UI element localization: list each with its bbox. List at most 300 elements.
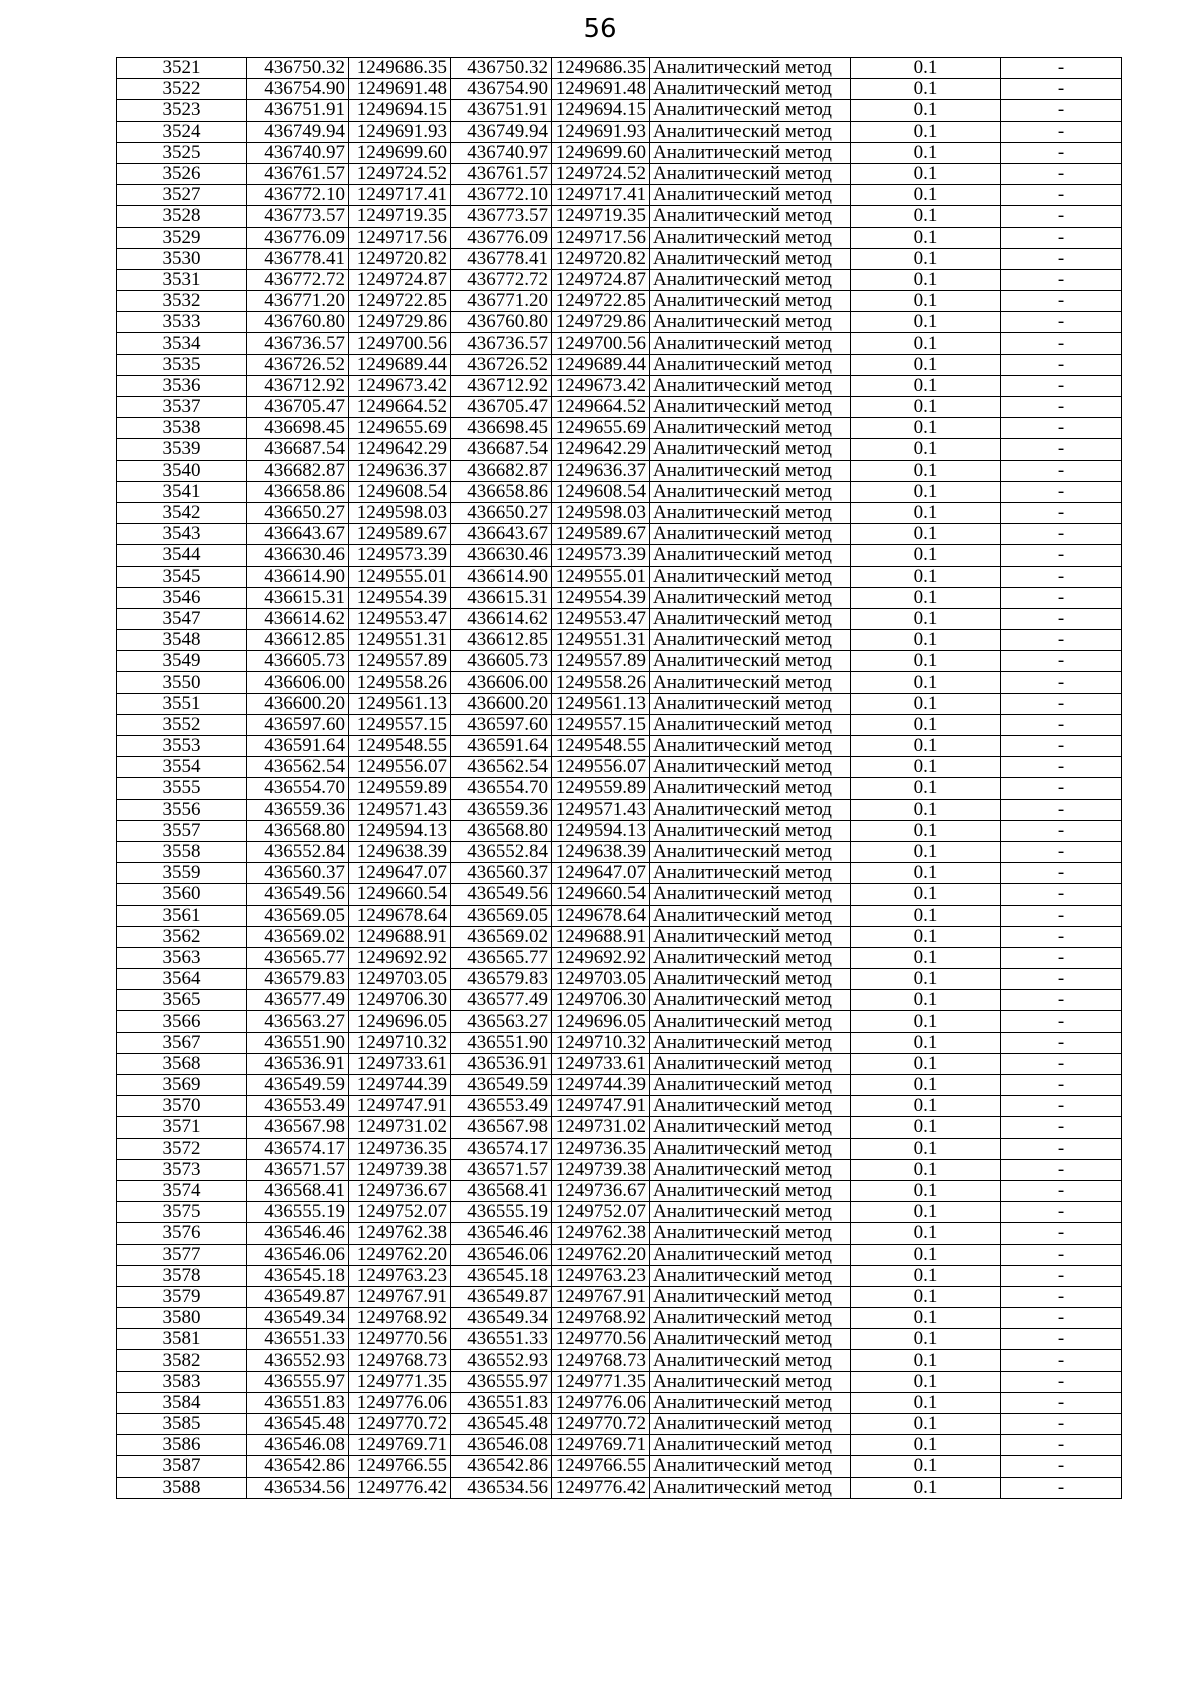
method-cell: Аналитический метод xyxy=(650,693,851,714)
method-cell: Аналитический метод xyxy=(650,1308,851,1329)
x-coordinate-cell: 436614.90 xyxy=(247,566,349,587)
accuracy-cell: 0.1 xyxy=(851,905,1001,926)
accuracy-cell: 0.1 xyxy=(851,545,1001,566)
accuracy-cell: 0.1 xyxy=(851,566,1001,587)
dash-cell: - xyxy=(1001,969,1122,990)
x-coordinate-cell: 436568.80 xyxy=(451,820,552,841)
table-row xyxy=(117,1456,1122,1477)
accuracy-cell: 0.1 xyxy=(851,1032,1001,1053)
method-cell: Аналитический метод xyxy=(650,1350,851,1371)
y-coordinate-cell: 1249554.39 xyxy=(552,587,650,608)
dash-cell: - xyxy=(1001,1244,1122,1265)
dash-cell: - xyxy=(1001,1053,1122,1074)
x-coordinate-cell: 436546.06 xyxy=(247,1244,349,1265)
y-coordinate-cell: 1249736.67 xyxy=(349,1180,451,1201)
dash-cell: - xyxy=(1001,820,1122,841)
y-coordinate-cell: 1249763.23 xyxy=(349,1265,451,1286)
x-coordinate-cell: 436606.00 xyxy=(451,672,552,693)
accuracy-cell: 0.1 xyxy=(851,1456,1001,1477)
y-coordinate-cell: 1249691.48 xyxy=(349,79,451,100)
dash-cell: - xyxy=(1001,1117,1122,1138)
dash-cell: - xyxy=(1001,142,1122,163)
dash-cell: - xyxy=(1001,312,1122,333)
y-coordinate-cell: 1249771.35 xyxy=(552,1371,650,1392)
x-coordinate-cell: 436712.92 xyxy=(247,375,349,396)
y-coordinate-cell: 1249724.52 xyxy=(349,163,451,184)
x-coordinate-cell: 436778.41 xyxy=(247,248,349,269)
x-coordinate-cell: 436536.91 xyxy=(247,1053,349,1074)
x-coordinate-cell: 436542.86 xyxy=(451,1456,552,1477)
y-coordinate-cell: 1249551.31 xyxy=(552,630,650,651)
method-cell: Аналитический метод xyxy=(650,1392,851,1413)
table-row xyxy=(117,439,1122,460)
method-cell: Аналитический метод xyxy=(650,736,851,757)
point-number-cell: 3561 xyxy=(117,905,247,926)
x-coordinate-cell: 436705.47 xyxy=(247,397,349,418)
x-coordinate-cell: 436773.57 xyxy=(247,206,349,227)
point-number-cell: 3534 xyxy=(117,333,247,354)
table-row xyxy=(117,269,1122,290)
dash-cell: - xyxy=(1001,947,1122,968)
table-row xyxy=(117,1414,1122,1435)
point-number-cell: 3547 xyxy=(117,608,247,629)
table-row xyxy=(117,1011,1122,1032)
x-coordinate-cell: 436552.84 xyxy=(451,841,552,862)
accuracy-cell: 0.1 xyxy=(851,714,1001,735)
y-coordinate-cell: 1249700.56 xyxy=(552,333,650,354)
table-row xyxy=(117,630,1122,651)
y-coordinate-cell: 1249548.55 xyxy=(552,736,650,757)
method-cell: Аналитический метод xyxy=(650,630,851,651)
y-coordinate-cell: 1249694.15 xyxy=(552,100,650,121)
dash-cell: - xyxy=(1001,1414,1122,1435)
dash-cell: - xyxy=(1001,1265,1122,1286)
x-coordinate-cell: 436555.19 xyxy=(247,1202,349,1223)
y-coordinate-cell: 1249553.47 xyxy=(552,608,650,629)
page-number: 56 xyxy=(583,14,617,44)
y-coordinate-cell: 1249699.60 xyxy=(552,142,650,163)
dash-cell: - xyxy=(1001,1180,1122,1201)
x-coordinate-cell: 436549.59 xyxy=(451,1075,552,1096)
point-number-cell: 3528 xyxy=(117,206,247,227)
y-coordinate-cell: 1249555.01 xyxy=(552,566,650,587)
accuracy-cell: 0.1 xyxy=(851,354,1001,375)
x-coordinate-cell: 436740.97 xyxy=(247,142,349,163)
accuracy-cell: 0.1 xyxy=(851,58,1001,79)
y-coordinate-cell: 1249686.35 xyxy=(552,58,650,79)
x-coordinate-cell: 436615.31 xyxy=(451,587,552,608)
accuracy-cell: 0.1 xyxy=(851,1286,1001,1307)
y-coordinate-cell: 1249703.05 xyxy=(349,969,451,990)
table-row xyxy=(117,1138,1122,1159)
dash-cell: - xyxy=(1001,58,1122,79)
table-row xyxy=(117,608,1122,629)
table-row xyxy=(117,1223,1122,1244)
method-cell: Аналитический метод xyxy=(650,1075,851,1096)
x-coordinate-cell: 436577.49 xyxy=(451,990,552,1011)
y-coordinate-cell: 1249770.72 xyxy=(552,1414,650,1435)
x-coordinate-cell: 436534.56 xyxy=(451,1477,552,1498)
y-coordinate-cell: 1249557.89 xyxy=(552,651,650,672)
accuracy-cell: 0.1 xyxy=(851,1075,1001,1096)
y-coordinate-cell: 1249598.03 xyxy=(552,502,650,523)
x-coordinate-cell: 436546.06 xyxy=(451,1244,552,1265)
table-row xyxy=(117,418,1122,439)
x-coordinate-cell: 436562.54 xyxy=(247,757,349,778)
accuracy-cell: 0.1 xyxy=(851,163,1001,184)
y-coordinate-cell: 1249717.56 xyxy=(552,227,650,248)
method-cell: Аналитический метод xyxy=(650,905,851,926)
y-coordinate-cell: 1249703.05 xyxy=(552,969,650,990)
y-coordinate-cell: 1249736.67 xyxy=(552,1180,650,1201)
x-coordinate-cell: 436597.60 xyxy=(247,714,349,735)
x-coordinate-cell: 436736.57 xyxy=(451,333,552,354)
x-coordinate-cell: 436614.62 xyxy=(451,608,552,629)
method-cell: Аналитический метод xyxy=(650,947,851,968)
y-coordinate-cell: 1249692.92 xyxy=(552,947,650,968)
y-coordinate-cell: 1249762.20 xyxy=(552,1244,650,1265)
y-coordinate-cell: 1249642.29 xyxy=(552,439,650,460)
dash-cell: - xyxy=(1001,248,1122,269)
method-cell: Аналитический метод xyxy=(650,1032,851,1053)
x-coordinate-cell: 436591.64 xyxy=(247,736,349,757)
method-cell: Аналитический метод xyxy=(650,990,851,1011)
dash-cell: - xyxy=(1001,439,1122,460)
y-coordinate-cell: 1249689.44 xyxy=(552,354,650,375)
point-number-cell: 3539 xyxy=(117,439,247,460)
point-number-cell: 3573 xyxy=(117,1159,247,1180)
point-number-cell: 3586 xyxy=(117,1435,247,1456)
x-coordinate-cell: 436549.59 xyxy=(247,1075,349,1096)
accuracy-cell: 0.1 xyxy=(851,291,1001,312)
accuracy-cell: 0.1 xyxy=(851,990,1001,1011)
x-coordinate-cell: 436551.90 xyxy=(247,1032,349,1053)
point-number-cell: 3567 xyxy=(117,1032,247,1053)
accuracy-cell: 0.1 xyxy=(851,439,1001,460)
x-coordinate-cell: 436682.87 xyxy=(247,460,349,481)
x-coordinate-cell: 436563.27 xyxy=(451,1011,552,1032)
x-coordinate-cell: 436630.46 xyxy=(247,545,349,566)
accuracy-cell: 0.1 xyxy=(851,121,1001,142)
table-row xyxy=(117,1244,1122,1265)
dash-cell: - xyxy=(1001,1456,1122,1477)
x-coordinate-cell: 436612.85 xyxy=(247,630,349,651)
accuracy-cell: 0.1 xyxy=(851,1117,1001,1138)
accuracy-cell: 0.1 xyxy=(851,820,1001,841)
y-coordinate-cell: 1249768.92 xyxy=(552,1308,650,1329)
point-number-cell: 3552 xyxy=(117,714,247,735)
table-row xyxy=(117,714,1122,735)
point-number-cell: 3572 xyxy=(117,1138,247,1159)
method-cell: Аналитический метод xyxy=(650,269,851,290)
x-coordinate-cell: 436549.87 xyxy=(247,1286,349,1307)
method-cell: Аналитический метод xyxy=(650,1477,851,1498)
dash-cell: - xyxy=(1001,397,1122,418)
method-cell: Аналитический метод xyxy=(650,545,851,566)
dash-cell: - xyxy=(1001,269,1122,290)
x-coordinate-cell: 436554.70 xyxy=(451,778,552,799)
x-coordinate-cell: 436567.98 xyxy=(451,1117,552,1138)
dash-cell: - xyxy=(1001,863,1122,884)
method-cell: Аналитический метод xyxy=(650,333,851,354)
x-coordinate-cell: 436568.80 xyxy=(247,820,349,841)
y-coordinate-cell: 1249696.05 xyxy=(349,1011,451,1032)
x-coordinate-cell: 436542.86 xyxy=(247,1456,349,1477)
accuracy-cell: 0.1 xyxy=(851,79,1001,100)
point-number-cell: 3575 xyxy=(117,1202,247,1223)
y-coordinate-cell: 1249768.92 xyxy=(349,1308,451,1329)
x-coordinate-cell: 436615.31 xyxy=(247,587,349,608)
point-number-cell: 3583 xyxy=(117,1371,247,1392)
table-row xyxy=(117,460,1122,481)
y-coordinate-cell: 1249598.03 xyxy=(349,502,451,523)
method-cell: Аналитический метод xyxy=(650,778,851,799)
y-coordinate-cell: 1249771.35 xyxy=(349,1371,451,1392)
accuracy-cell: 0.1 xyxy=(851,1435,1001,1456)
x-coordinate-cell: 436551.33 xyxy=(451,1329,552,1350)
x-coordinate-cell: 436546.46 xyxy=(247,1223,349,1244)
dash-cell: - xyxy=(1001,608,1122,629)
x-coordinate-cell: 436687.54 xyxy=(451,439,552,460)
dash-cell: - xyxy=(1001,418,1122,439)
method-cell: Аналитический метод xyxy=(650,142,851,163)
method-cell: Аналитический метод xyxy=(650,460,851,481)
y-coordinate-cell: 1249731.02 xyxy=(349,1117,451,1138)
point-number-cell: 3548 xyxy=(117,630,247,651)
accuracy-cell: 0.1 xyxy=(851,1350,1001,1371)
table-row xyxy=(117,163,1122,184)
accuracy-cell: 0.1 xyxy=(851,142,1001,163)
accuracy-cell: 0.1 xyxy=(851,1138,1001,1159)
dash-cell: - xyxy=(1001,1138,1122,1159)
dash-cell: - xyxy=(1001,587,1122,608)
y-coordinate-cell: 1249767.91 xyxy=(552,1286,650,1307)
y-coordinate-cell: 1249642.29 xyxy=(349,439,451,460)
y-coordinate-cell: 1249589.67 xyxy=(552,524,650,545)
x-coordinate-cell: 436740.97 xyxy=(451,142,552,163)
y-coordinate-cell: 1249608.54 xyxy=(349,481,451,502)
x-coordinate-cell: 436761.57 xyxy=(247,163,349,184)
y-coordinate-cell: 1249678.64 xyxy=(349,905,451,926)
accuracy-cell: 0.1 xyxy=(851,757,1001,778)
table-row xyxy=(117,100,1122,121)
y-coordinate-cell: 1249768.73 xyxy=(349,1350,451,1371)
accuracy-cell: 0.1 xyxy=(851,947,1001,968)
x-coordinate-cell: 436571.57 xyxy=(451,1159,552,1180)
accuracy-cell: 0.1 xyxy=(851,100,1001,121)
method-cell: Аналитический метод xyxy=(650,481,851,502)
method-cell: Аналитический метод xyxy=(650,1265,851,1286)
point-number-cell: 3585 xyxy=(117,1414,247,1435)
accuracy-cell: 0.1 xyxy=(851,248,1001,269)
y-coordinate-cell: 1249636.37 xyxy=(552,460,650,481)
point-number-cell: 3582 xyxy=(117,1350,247,1371)
x-coordinate-cell: 436569.05 xyxy=(451,905,552,926)
x-coordinate-cell: 436549.56 xyxy=(451,884,552,905)
x-coordinate-cell: 436776.09 xyxy=(451,227,552,248)
x-coordinate-cell: 436551.90 xyxy=(451,1032,552,1053)
accuracy-cell: 0.1 xyxy=(851,1011,1001,1032)
x-coordinate-cell: 436562.54 xyxy=(451,757,552,778)
x-coordinate-cell: 436579.83 xyxy=(247,969,349,990)
dash-cell: - xyxy=(1001,1371,1122,1392)
point-number-cell: 3577 xyxy=(117,1244,247,1265)
x-coordinate-cell: 436555.97 xyxy=(451,1371,552,1392)
method-cell: Аналитический метод xyxy=(650,100,851,121)
dash-cell: - xyxy=(1001,566,1122,587)
accuracy-cell: 0.1 xyxy=(851,269,1001,290)
accuracy-cell: 0.1 xyxy=(851,1329,1001,1350)
point-number-cell: 3527 xyxy=(117,185,247,206)
y-coordinate-cell: 1249776.06 xyxy=(552,1392,650,1413)
point-number-cell: 3584 xyxy=(117,1392,247,1413)
table-row xyxy=(117,524,1122,545)
table-row xyxy=(117,863,1122,884)
x-coordinate-cell: 436650.27 xyxy=(247,502,349,523)
x-coordinate-cell: 436567.98 xyxy=(247,1117,349,1138)
y-coordinate-cell: 1249720.82 xyxy=(349,248,451,269)
x-coordinate-cell: 436776.09 xyxy=(247,227,349,248)
dash-cell: - xyxy=(1001,1032,1122,1053)
y-coordinate-cell: 1249770.56 xyxy=(552,1329,650,1350)
y-coordinate-cell: 1249678.64 xyxy=(552,905,650,926)
table-row xyxy=(117,397,1122,418)
table-row xyxy=(117,693,1122,714)
dash-cell: - xyxy=(1001,1392,1122,1413)
y-coordinate-cell: 1249571.43 xyxy=(552,799,650,820)
accuracy-cell: 0.1 xyxy=(851,524,1001,545)
point-number-cell: 3576 xyxy=(117,1223,247,1244)
x-coordinate-cell: 436565.77 xyxy=(247,947,349,968)
accuracy-cell: 0.1 xyxy=(851,969,1001,990)
accuracy-cell: 0.1 xyxy=(851,460,1001,481)
x-coordinate-cell: 436658.86 xyxy=(451,481,552,502)
point-number-cell: 3558 xyxy=(117,841,247,862)
x-coordinate-cell: 436705.47 xyxy=(451,397,552,418)
table-row xyxy=(117,502,1122,523)
x-coordinate-cell: 436726.52 xyxy=(451,354,552,375)
x-coordinate-cell: 436643.67 xyxy=(247,524,349,545)
x-coordinate-cell: 436726.52 xyxy=(247,354,349,375)
y-coordinate-cell: 1249768.73 xyxy=(552,1350,650,1371)
table-row xyxy=(117,1202,1122,1223)
y-coordinate-cell: 1249694.15 xyxy=(349,100,451,121)
x-coordinate-cell: 436549.56 xyxy=(247,884,349,905)
x-coordinate-cell: 436559.36 xyxy=(451,799,552,820)
method-cell: Аналитический метод xyxy=(650,79,851,100)
point-number-cell: 3531 xyxy=(117,269,247,290)
y-coordinate-cell: 1249739.38 xyxy=(552,1159,650,1180)
y-coordinate-cell: 1249762.20 xyxy=(349,1244,451,1265)
x-coordinate-cell: 436630.46 xyxy=(451,545,552,566)
dash-cell: - xyxy=(1001,1011,1122,1032)
y-coordinate-cell: 1249555.01 xyxy=(349,566,451,587)
y-coordinate-cell: 1249594.13 xyxy=(552,820,650,841)
table-row xyxy=(117,1371,1122,1392)
y-coordinate-cell: 1249557.15 xyxy=(552,714,650,735)
dash-cell: - xyxy=(1001,545,1122,566)
x-coordinate-cell: 436559.36 xyxy=(247,799,349,820)
x-coordinate-cell: 436574.17 xyxy=(247,1138,349,1159)
y-coordinate-cell: 1249558.26 xyxy=(552,672,650,693)
x-coordinate-cell: 436773.57 xyxy=(451,206,552,227)
dash-cell: - xyxy=(1001,524,1122,545)
method-cell: Аналитический метод xyxy=(650,672,851,693)
x-coordinate-cell: 436549.34 xyxy=(451,1308,552,1329)
x-coordinate-cell: 436600.20 xyxy=(247,693,349,714)
method-cell: Аналитический метод xyxy=(650,608,851,629)
point-number-cell: 3542 xyxy=(117,502,247,523)
method-cell: Аналитический метод xyxy=(650,1223,851,1244)
x-coordinate-cell: 436605.73 xyxy=(247,651,349,672)
x-coordinate-cell: 436579.83 xyxy=(451,969,552,990)
dash-cell: - xyxy=(1001,502,1122,523)
point-number-cell: 3545 xyxy=(117,566,247,587)
dash-cell: - xyxy=(1001,672,1122,693)
dash-cell: - xyxy=(1001,1477,1122,1498)
y-coordinate-cell: 1249720.82 xyxy=(552,248,650,269)
y-coordinate-cell: 1249557.15 xyxy=(349,714,451,735)
x-coordinate-cell: 436760.80 xyxy=(247,312,349,333)
y-coordinate-cell: 1249736.35 xyxy=(552,1138,650,1159)
table-row xyxy=(117,79,1122,100)
dash-cell: - xyxy=(1001,1329,1122,1350)
table-row xyxy=(117,651,1122,672)
accuracy-cell: 0.1 xyxy=(851,1202,1001,1223)
y-coordinate-cell: 1249551.31 xyxy=(349,630,451,651)
table-row xyxy=(117,206,1122,227)
x-coordinate-cell: 436591.64 xyxy=(451,736,552,757)
y-coordinate-cell: 1249739.38 xyxy=(349,1159,451,1180)
table-row xyxy=(117,291,1122,312)
method-cell: Аналитический метод xyxy=(650,1138,851,1159)
accuracy-cell: 0.1 xyxy=(851,1159,1001,1180)
y-coordinate-cell: 1249691.48 xyxy=(552,79,650,100)
accuracy-cell: 0.1 xyxy=(851,1265,1001,1286)
method-cell: Аналитический метод xyxy=(650,1180,851,1201)
y-coordinate-cell: 1249776.06 xyxy=(349,1392,451,1413)
method-cell: Аналитический метод xyxy=(650,1244,851,1265)
method-cell: Аналитический метод xyxy=(650,248,851,269)
x-coordinate-cell: 436687.54 xyxy=(247,439,349,460)
accuracy-cell: 0.1 xyxy=(851,608,1001,629)
accuracy-cell: 0.1 xyxy=(851,736,1001,757)
y-coordinate-cell: 1249692.92 xyxy=(349,947,451,968)
point-number-cell: 3554 xyxy=(117,757,247,778)
dash-cell: - xyxy=(1001,291,1122,312)
y-coordinate-cell: 1249660.54 xyxy=(552,884,650,905)
point-number-cell: 3523 xyxy=(117,100,247,121)
table-row xyxy=(117,1477,1122,1498)
table-row xyxy=(117,1329,1122,1350)
table-row xyxy=(117,333,1122,354)
point-number-cell: 3587 xyxy=(117,1456,247,1477)
x-coordinate-cell: 436712.92 xyxy=(451,375,552,396)
y-coordinate-cell: 1249752.07 xyxy=(552,1202,650,1223)
y-coordinate-cell: 1249762.38 xyxy=(349,1223,451,1244)
y-coordinate-cell: 1249559.89 xyxy=(552,778,650,799)
x-coordinate-cell: 436546.46 xyxy=(451,1223,552,1244)
method-cell: Аналитический метод xyxy=(650,820,851,841)
x-coordinate-cell: 436549.34 xyxy=(247,1308,349,1329)
point-number-cell: 3551 xyxy=(117,693,247,714)
point-number-cell: 3526 xyxy=(117,163,247,184)
y-coordinate-cell: 1249664.52 xyxy=(552,397,650,418)
table-row xyxy=(117,1096,1122,1117)
table-row xyxy=(117,736,1122,757)
method-cell: Аналитический метод xyxy=(650,1329,851,1350)
dash-cell: - xyxy=(1001,736,1122,757)
